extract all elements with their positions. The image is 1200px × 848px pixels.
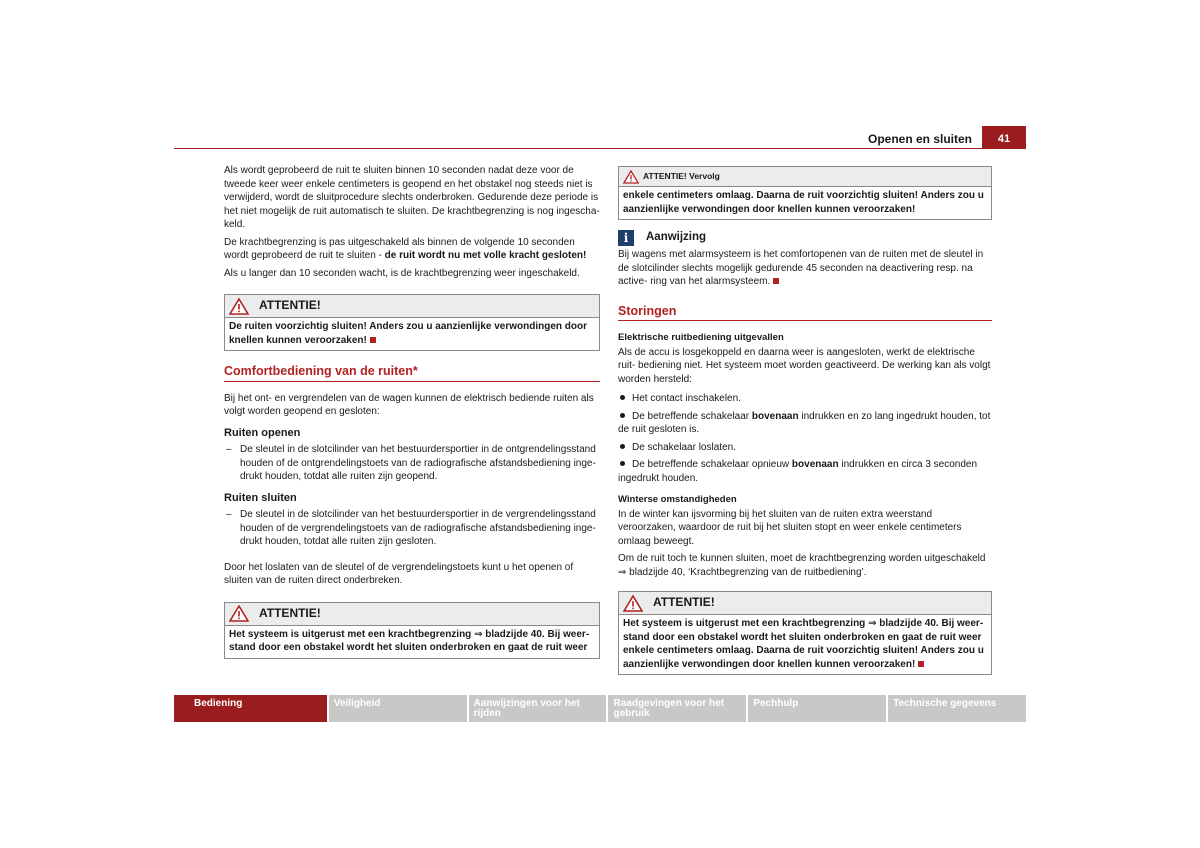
tab-bediening[interactable]: Bediening — [174, 695, 327, 722]
note-header — [618, 230, 992, 246]
warning-text: Het systeem is uitgerust met een krachtbegrenzing ⇒ bladzijde 40. Bij weer- stand door een obstakel wordt het sluiten onderbroken en gaat de ruit weer enkele centimeters omlaag. Daarna de ruit voorzichtig sluiten! Anders zou u aanzienlijke verwondingen door knellen kunnen veroorzaken! — [623, 618, 984, 670]
bullet-icon — [620, 444, 625, 449]
step-item: – De sleutel in de slotcilinder van het bestuurdersportier in de ontgrendelingsstand houden of de ontgrendelingstoets van de radiografische afstandsbediening inge- drukt houden, totdat alle ruiten zijn geopend. — [226, 444, 596, 482]
warning-label: ATTENTIE! Vervolg — [643, 170, 720, 181]
tab-pechhulp[interactable]: Pechhulp — [748, 695, 886, 722]
bullet-item: De betreffende schakelaar opnieuw bovenaan indrukken en circa 3 seconden ingedrukt houden. — [618, 459, 978, 484]
note-text: Bij wagens met alarmsysteem is het comfortopenen van de ruiten met de sleutel in de slotcilinder slechts mogelijk gedurende 45 seconden na deactivering resp. na active- ring van het alarmsysteem. — [618, 249, 984, 287]
warning-text: De ruiten voorzichtig sluiten! Anders zou u aanzienlijke verwondingen door knellen kunnen veroorzaken! — [229, 321, 588, 346]
tab-veiligheid[interactable]: Veiligheid — [329, 695, 467, 722]
warning-label: ATTENTIE! — [653, 595, 715, 610]
subheading: Elektrische ruitbediening uitgevallen — [618, 332, 784, 343]
warning-box — [224, 294, 600, 351]
warning-triangle-icon — [229, 605, 249, 622]
warning-triangle-icon — [623, 170, 639, 184]
bullet-item: De betreffende schakelaar bovenaan indrukken en zo lang ingedrukt houden, tot de ruit gesloten is. — [618, 410, 991, 435]
paragraph: In de winter kan ijsvorming bij het sluiten van de ruiten extra weerstand veroorzaken, waardoor de ruit bij het sluiten stopt en weer enkele centimeters omlaag beweegt. — [618, 508, 962, 547]
note-label: Aanwijzing — [646, 231, 707, 244]
tab-aanwijzingen-rijden[interactable]: Aanwijzingen voor het rijden — [469, 695, 607, 722]
end-mark-icon — [370, 337, 376, 343]
page-title: Openen en sluiten — [867, 132, 972, 146]
warning-header — [225, 603, 599, 626]
section-heading: Comfortbediening van de ruiten* — [224, 365, 600, 382]
warning-header — [619, 592, 991, 615]
section-heading: Storingen — [618, 305, 992, 322]
step-item: – De sleutel in de slotcilinder van het bestuurdersportier in de vergrendelingsstand houden of de vergrendelingstoets van de radiografische afstandsbediening inge- drukt houden, totdat alle ruiten zijn gesloten. — [226, 509, 596, 547]
warning-box — [224, 602, 600, 659]
paragraph: Als u langer dan 10 seconden wacht, is de krachtbegrenzing weer ingeschakeld. — [224, 267, 580, 279]
subheading: Ruiten sluiten — [224, 491, 297, 504]
left-column — [224, 164, 600, 669]
paragraph: Bij het ont- en vergrendelen van de wagen kunnen de elektrisch bediende ruiten als volgt worden geopend en gesloten: — [224, 392, 594, 417]
warning-label: ATTENTIE! — [259, 605, 321, 620]
tab-raadgevingen-gebruik[interactable]: Raadgevingen voor het gebruik — [608, 695, 746, 722]
warning-label: ATTENTIE! — [259, 298, 321, 313]
warning-triangle-icon — [229, 298, 249, 315]
bullet-icon — [620, 395, 625, 400]
tab-technische-gegevens[interactable]: Technische gegevens — [888, 695, 1026, 722]
end-mark-icon — [773, 278, 779, 284]
warning-box-continued — [618, 166, 992, 220]
warning-triangle-icon — [623, 595, 643, 612]
chapter-nav — [174, 695, 1026, 722]
bullet-icon — [620, 461, 625, 466]
subheading: Ruiten openen — [224, 426, 301, 439]
paragraph: Als wordt geprobeerd de ruit te sluiten binnen 10 seconden nadat deze voor de tweede keer weer enkele centimeters is geopend en het obstakel nog steeds niet is verwijderd, wordt de sluitprocedure slechts onderbroken. Gedurende deze periode is het niet mogelijk de ruit automatisch te sluiten. De krachtbegrenzing is nog ingescha- keld. — [224, 165, 600, 230]
page-number: 41 — [982, 126, 1026, 149]
right-column — [618, 166, 992, 685]
header-rule — [174, 148, 1026, 149]
paragraph: Door het loslaten van de sleutel of de vergrendelingstoets kunt u het openen of sluiten van de ruiten direct onderbreken. — [224, 561, 574, 586]
subheading: Winterse omstandigheden — [618, 494, 737, 505]
paragraph: Om de ruit toch te kunnen sluiten, moet de krachtbegrenzing worden uitgeschakeld ⇒ bladzijde 40, ‘Krachtbegrenzing van de ruitbediening’. — [618, 553, 986, 578]
warning-text: enkele centimeters omlaag. Daarna de ruit voorzichtig sluiten! Anders zou u aanzienlijke verwondingen door knellen kunnen veroorzaken! — [623, 190, 984, 215]
bullet-icon — [620, 413, 625, 418]
end-mark-icon — [918, 661, 924, 667]
warning-text: Het systeem is uitgerust met een krachtbegrenzing ⇒ bladzijde 40. Bij weer- stand door een obstakel wordt het sluiten onderbroken en gaat de ruit weer — [229, 628, 590, 653]
bullet-item: Het contact inschakelen. — [618, 392, 992, 406]
warning-box — [618, 591, 992, 675]
warning-header — [619, 167, 991, 187]
bullet-item: De schakelaar loslaten. — [618, 441, 992, 455]
info-icon: i — [618, 230, 634, 246]
paragraph: Als de accu is losgekoppeld en daarna weer is aangesloten, werkt de elektrische ruit- bediening niet. Het systeem moet worden geactiveerd. De werking kan als volgt worden hersteld: — [618, 346, 991, 385]
paragraph: De krachtbegrenzing is pas uitgeschakeld als binnen de volgende 10 seconden wordt geprobeerd de ruit te sluiten - de ruit wordt nu met volle kracht gesloten! — [224, 236, 587, 261]
warning-header — [225, 295, 599, 318]
